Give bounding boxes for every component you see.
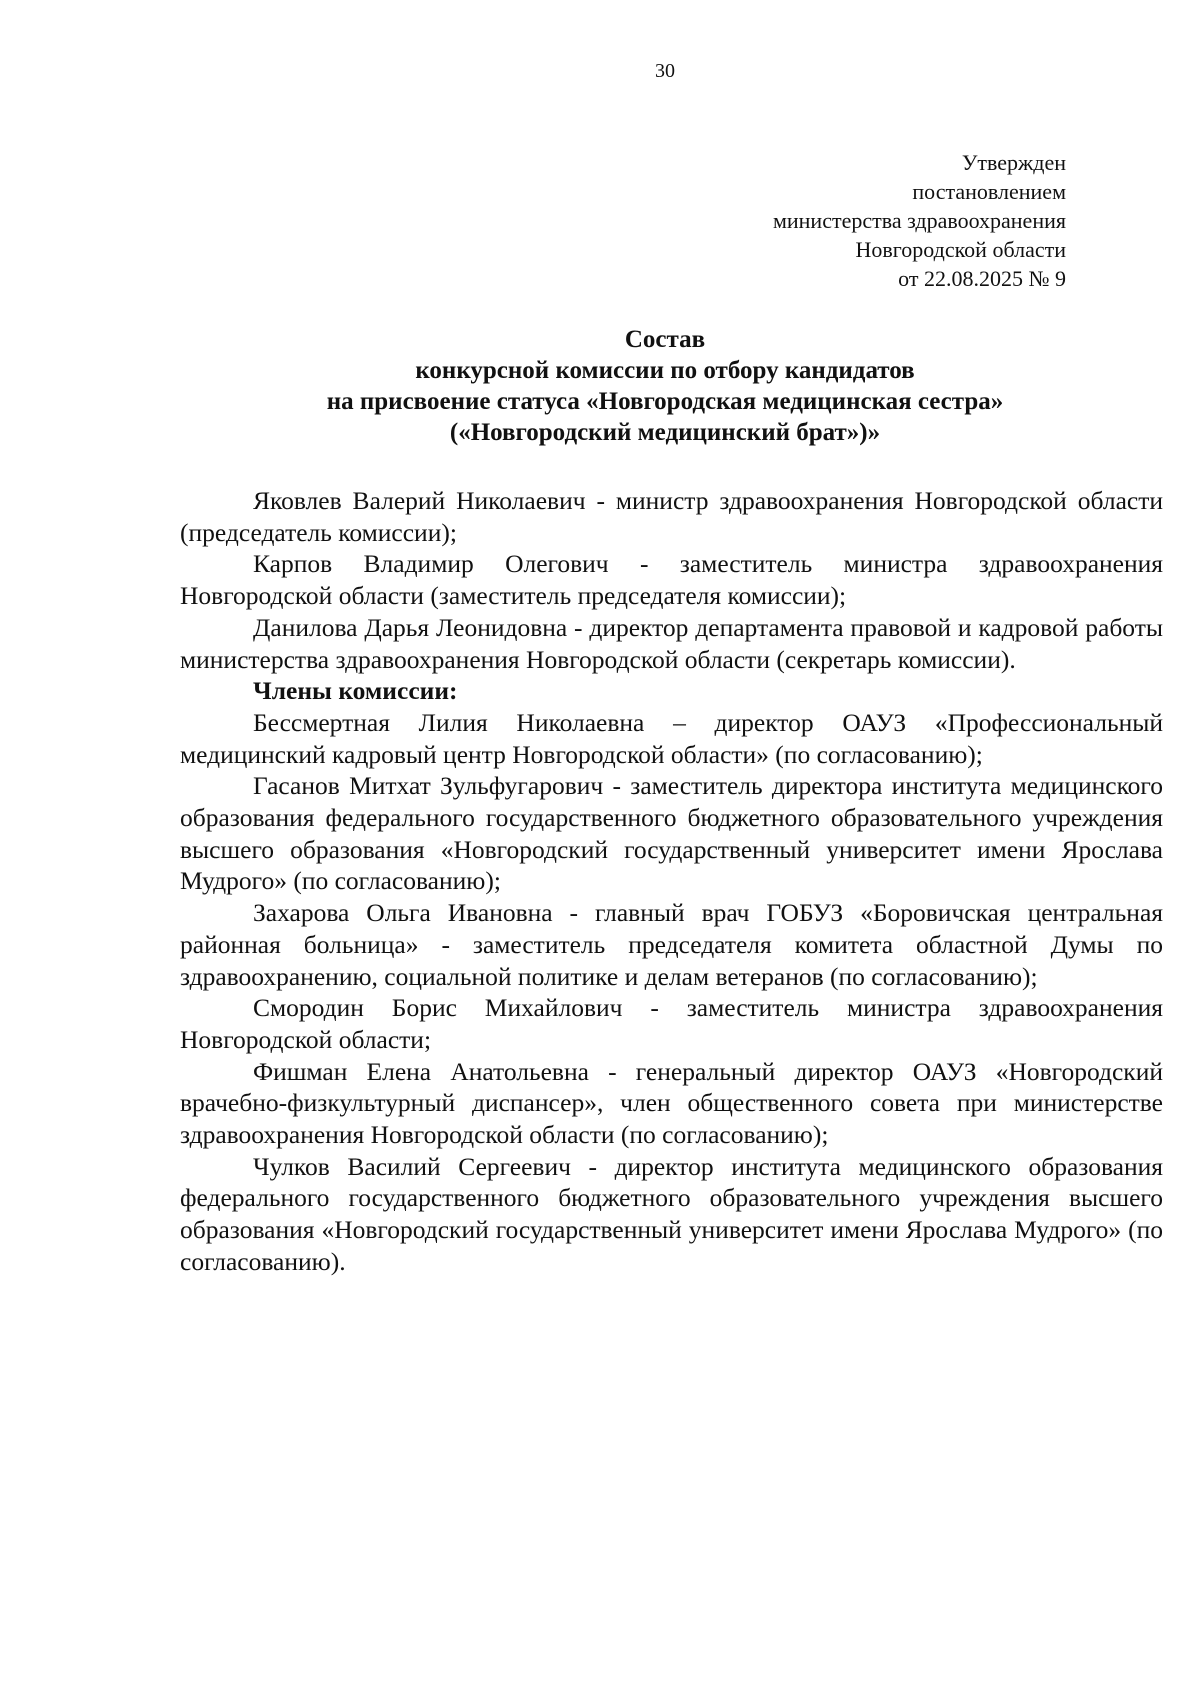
members-heading: Члены комиссии: [253,676,458,706]
approval-line: Утвержден [961,150,1066,175]
approval-block [773,148,1066,293]
approval-line: Новгородской области [855,237,1066,262]
title-line: на присвоение статуса «Новгородская медицинская сестра» [326,388,1004,415]
deputy-chairman-entry: Карпов Владимир Олегович - заместитель министра здравоохранения Новгородской области (заместитель председателя комиссии); [180,549,1163,611]
commission-composition [180,485,1163,1278]
approval-date-line: от 22.08.2025 № 9 [898,266,1066,291]
approval-line: министерства здравоохранения [772,208,1066,233]
approval-line: постановлением [912,179,1066,204]
title-line: («Новгородский медицинский брат»)» [449,419,881,446]
page-number: 30 [655,60,675,82]
member-entry: Гасанов Митхат Зульфугарович - заместитель директора института медицинского образования федерального государственного бюджетного образовательного учреждения высшего образования «Новгородский государственный университет имени Ярослава Мудрого» (по согласованию); [180,771,1163,896]
chairman-entry: Яковлев Валерий Николаевич - министр здравоохранения Новгородской области (председатель комиссии); [180,486,1163,547]
member-entry: Бессмертная Лилия Николаевна – директор ОАУЗ «Профессиональный медицинский кадровый центр Новгородской области» (по согласованию); [180,707,1163,769]
secretary-entry: Данилова Дарья Леонидовна - директор департамента правовой и кадровой работы министерства здравоохранения Новгородской области (секретарь комиссии). [180,612,1163,674]
document-title [0,324,1200,448]
member-entry: Чулков Василий Сергеевич - директор института медицинского образования федерального государственного бюджетного образовательного учреждения высшего образования «Новгородский государственный университет имени Ярослава Мудрого» (по согласованию). [180,1151,1163,1276]
member-entry: Смородин Борис Михайлович - заместитель министра здравоохранения Новгородской области; [180,993,1163,1054]
member-entry: Фишман Елена Анатольевна - генеральный директор ОАУЗ «Новгородский врачебно-физкультурный диспансер», член общественного совета при министерстве здравоохранения Новгородской области (по согласованию); [180,1056,1163,1150]
title-line: Состав [624,326,706,353]
title-line: конкурсной комиссии по отбору кандидатов [415,357,915,384]
member-entry: Захарова Ольга Ивановна - главный врач ГОБУЗ «Боровичская центральная районная больница» - заместитель председателя комитета областной Думы по здравоохранению, социальной политике и делам ветеранов (по согласованию); [180,898,1163,991]
